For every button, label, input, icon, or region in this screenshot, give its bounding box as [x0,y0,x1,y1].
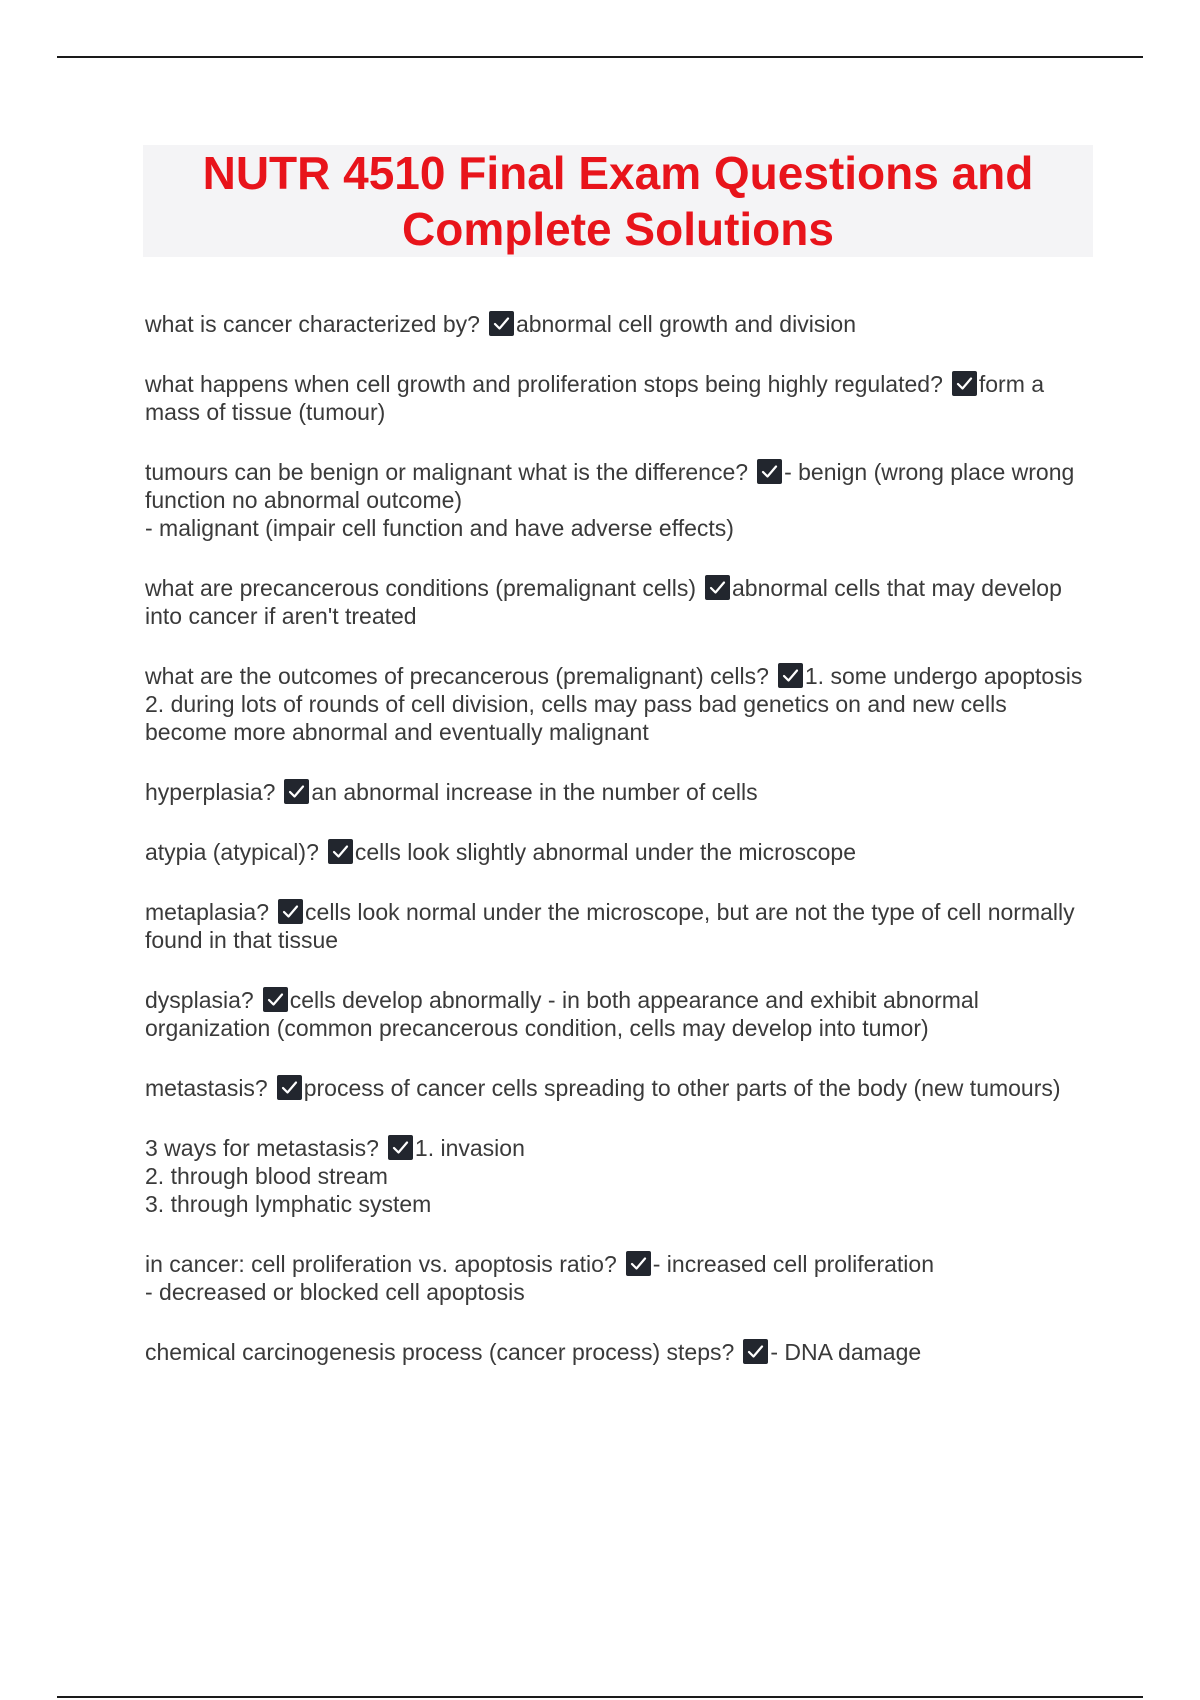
question-text: metastasis? [145,1075,268,1101]
checkbox-checked-icon [757,459,782,484]
checkbox-checked-icon [952,371,977,396]
answer-text: - increased cell proliferation - decreased or blocked cell apoptosis [145,1251,934,1305]
question-text: in cancer: cell proliferation vs. apoptosis ratio? [145,1251,617,1277]
answer-text: - DNA damage [770,1339,922,1365]
checkbox-checked-icon [626,1251,651,1276]
document-title: NUTR 4510 Final Exam Questions and Complete Solutions [202,147,1034,255]
answer-text: cells look normal under the microscope, but are not the type of cell normally found in that tissue [145,899,1075,953]
answer-text: - benign (wrong place wrong function no abnormal outcome) - malignant (impair cell function and have adverse effects) [145,459,1075,541]
checkbox-checked-icon [705,575,730,600]
checkbox-checked-icon [284,779,309,804]
question-text: hyperplasia? [145,779,276,805]
answer-text: abnormal cells that may develop into cancer if aren't treated [145,575,1062,629]
answer-text: an abnormal increase in the number of cells [311,779,758,805]
qa-list [145,310,1085,1366]
question-text: what happens when cell growth and proliferation stops being highly regulated? [145,371,943,397]
qa-item [145,778,1085,806]
qa-item [145,898,1085,954]
qa-item [145,1338,1085,1366]
checkbox-checked-icon [743,1339,768,1364]
answer-text: 1. some undergo apoptosis 2. during lots of rounds of cell division, cells may pass bad genetics on and new cells become more abnormal and eventually malignant [145,663,1083,745]
answer-text: form a mass of tissue (tumour) [145,371,1045,425]
checkbox-checked-icon [277,1075,302,1100]
question-text: what is cancer characterized by? [145,311,480,337]
header-rule [57,56,1143,58]
checkbox-checked-icon [388,1135,413,1160]
answer-text: abnormal cell growth and division [515,311,857,337]
qa-item [145,458,1085,542]
question-text: atypia (atypical)? [145,839,319,865]
qa-item [145,1074,1085,1102]
qa-item [145,574,1085,630]
title-banner [143,145,1093,257]
answer-text: process of cancer cells spreading to other parts of the body (new tumours) [303,1075,1061,1101]
qa-item [145,1250,1085,1306]
qa-item [145,370,1085,426]
checkbox-checked-icon [263,987,288,1012]
checkbox-checked-icon [778,663,803,688]
question-text: 3 ways for metastasis? [145,1135,379,1161]
question-text: what are the outcomes of precancerous (premalignant) cells? [145,663,769,689]
answer-text: cells look slightly abnormal under the microscope [354,839,856,865]
checkbox-checked-icon [278,899,303,924]
qa-item [145,662,1085,746]
footer-rule [57,1696,1143,1698]
qa-item [145,1134,1085,1218]
answer-text: 1. invasion 2. through blood stream 3. through lymphatic system [145,1135,525,1217]
checkbox-checked-icon [489,311,514,336]
question-text: chemical carcinogenesis process (cancer process) steps? [145,1339,735,1365]
qa-item [145,986,1085,1042]
checkbox-checked-icon [328,839,353,864]
question-text: tumours can be benign or malignant what is the difference? [145,459,749,485]
qa-item [145,310,1085,338]
qa-item [145,838,1085,866]
question-text: what are precancerous conditions (premalignant cells) [145,575,697,601]
answer-text: cells develop abnormally - in both appearance and exhibit abnormal organization (common precancerous condition, cells may develop into tumor) [145,987,979,1041]
question-text: dysplasia? [145,987,254,1013]
question-text: metaplasia? [145,899,270,925]
